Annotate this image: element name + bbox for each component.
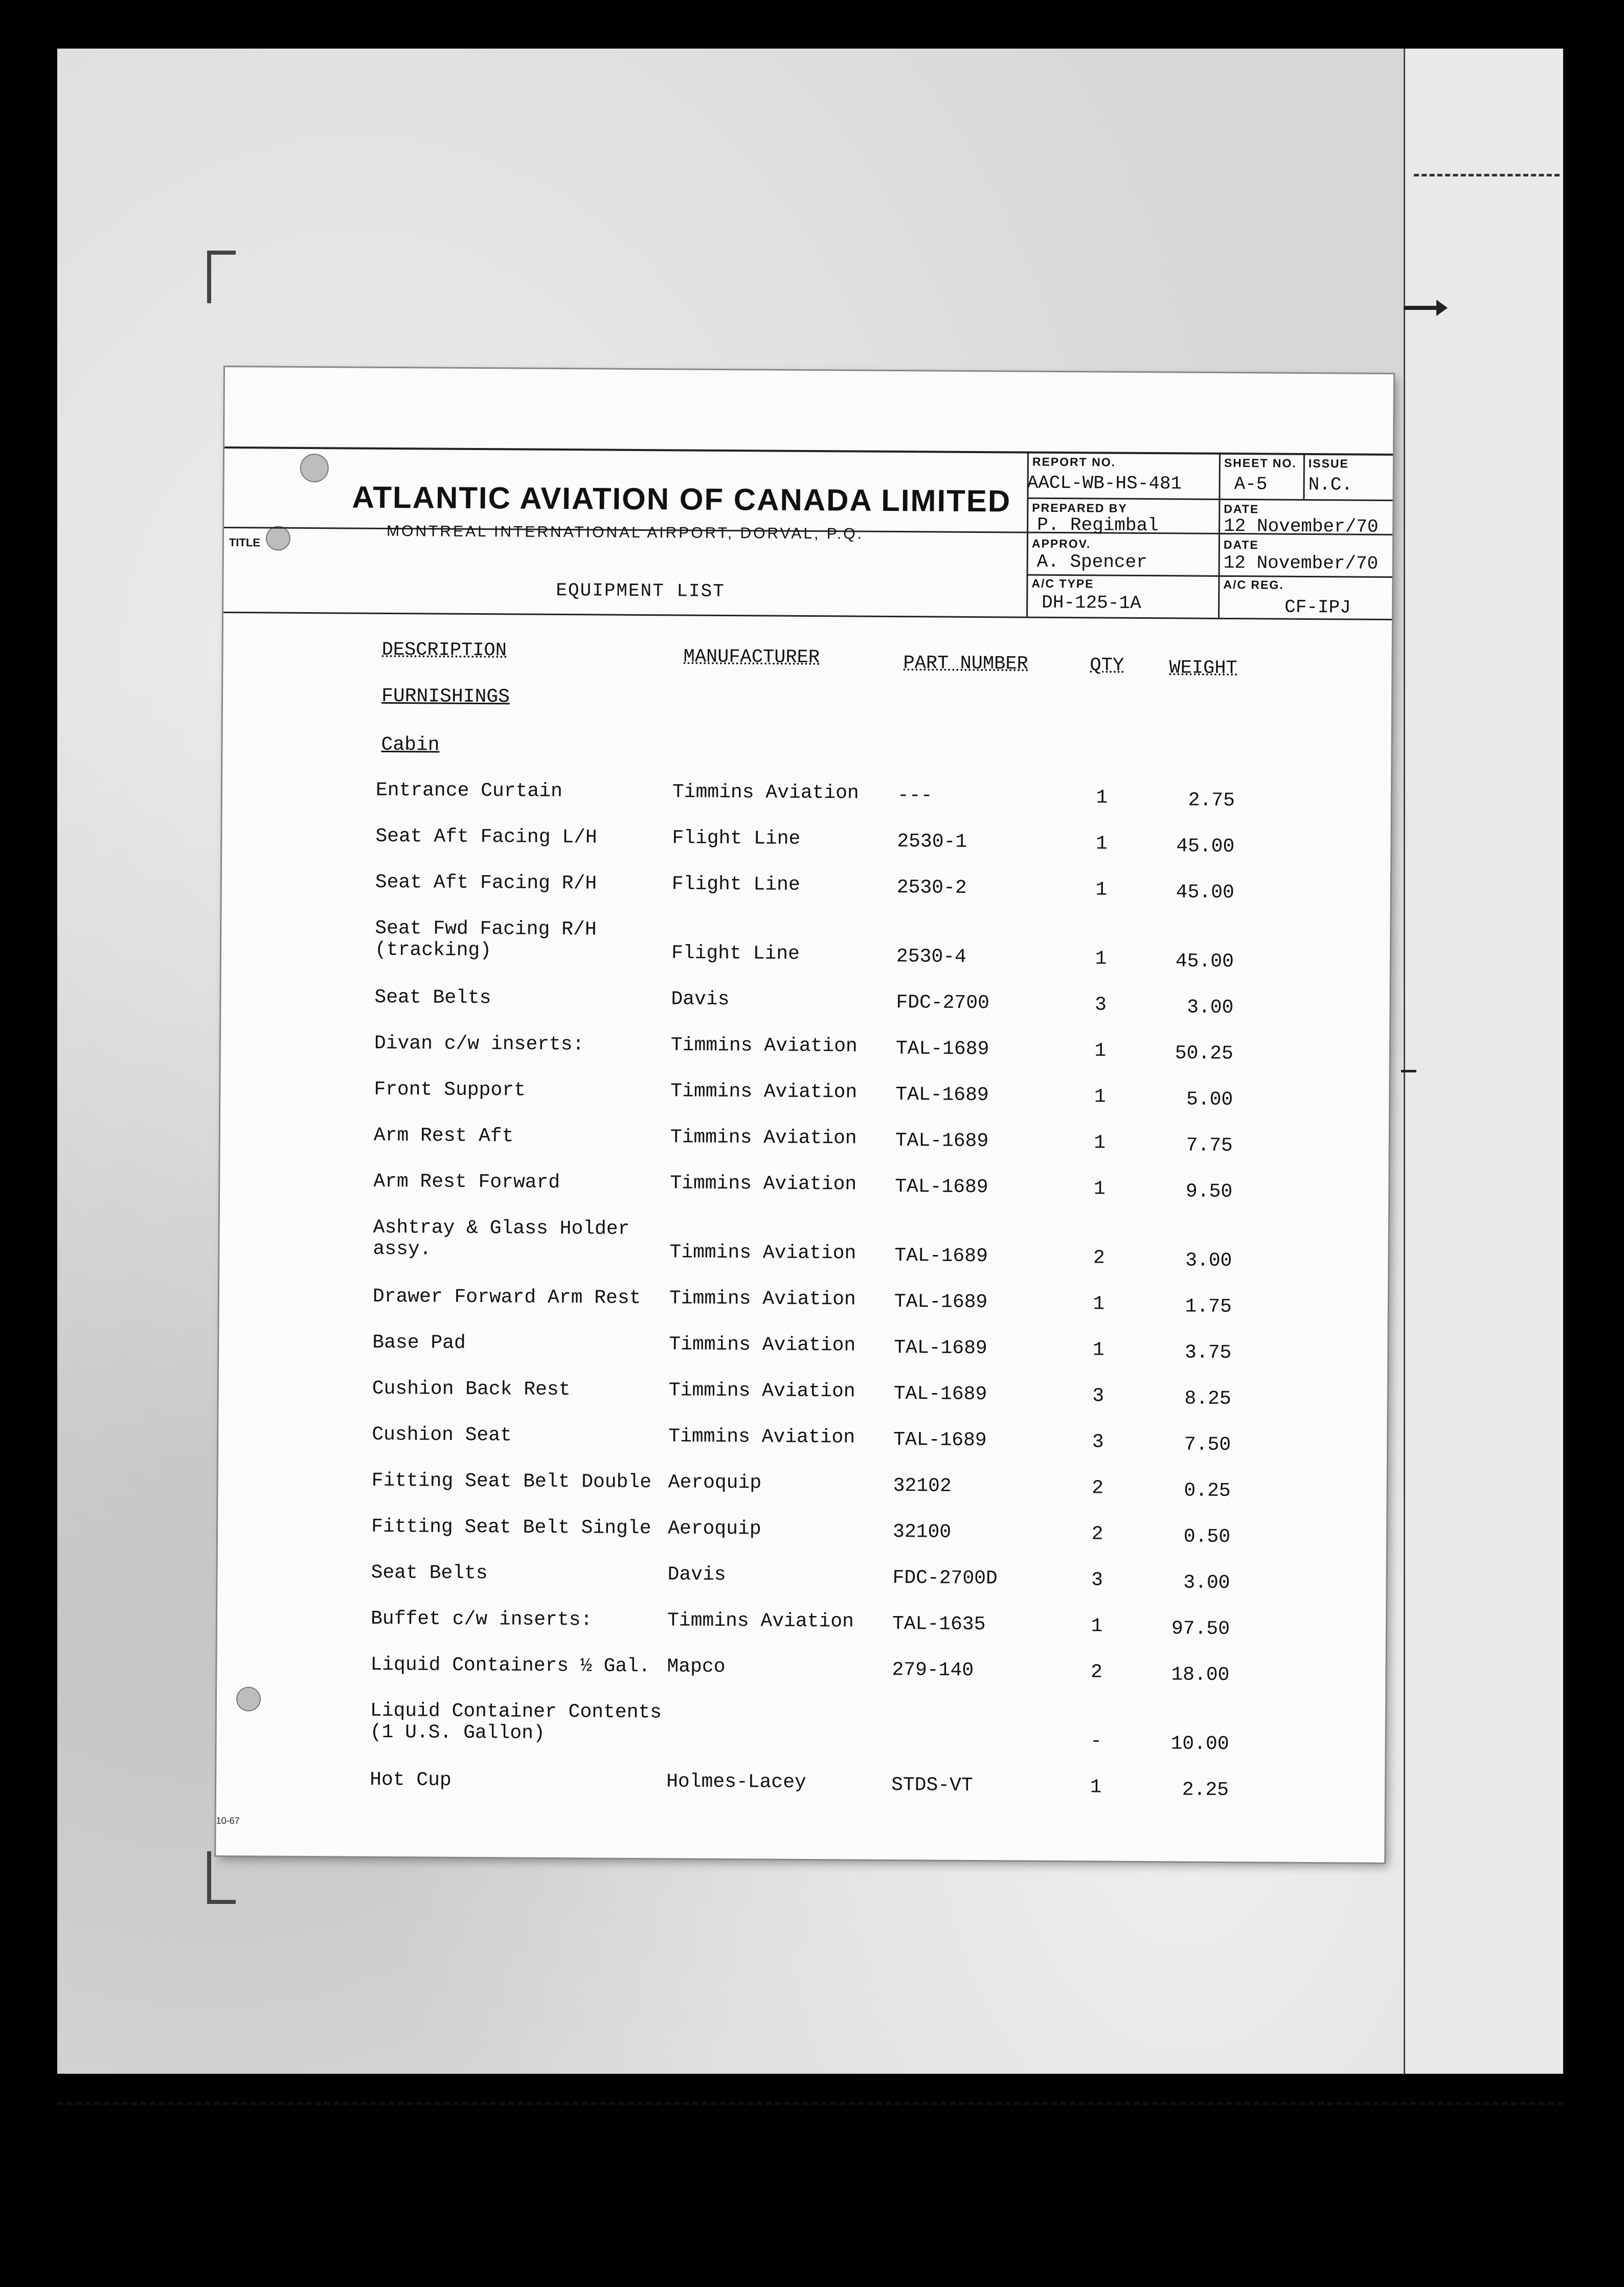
approved-value: A. Spencer [1036,551,1147,573]
item-manufacturer: Flight Line [671,873,800,896]
item-description: Seat Aft Facing L/H [375,825,597,849]
equipment-list-sheet [216,367,1393,1863]
form-code: 10-67 [216,1815,240,1826]
equipment-row [218,1469,1387,1522]
item-manufacturer: Flight Line [671,942,800,965]
company-name: ATLANTIC AVIATION OF CANADA LIMITED [352,480,1011,519]
item-qty: - [1090,1730,1102,1753]
item-manufacturer: Timmins Aviation [670,1126,857,1150]
item-qty: 2 [1092,1477,1104,1499]
date-approved-label: DATE [1223,537,1259,552]
column-description: DESCRIPTION [381,639,507,662]
ac-reg-value: CF-IPJ [1284,596,1351,618]
item-manufacturer: Aeroquip [668,1471,762,1494]
equipment-row [219,1216,1388,1272]
arrow-mark [1404,306,1445,310]
item-weight: 97.50 [1171,1618,1230,1641]
item-manufacturer: Timmins Aviation [672,781,859,804]
subsection-cabin: Cabin [381,733,440,756]
equipment-row [218,1377,1387,1430]
equipment-row [220,1124,1389,1177]
item-qty: 2 [1091,1523,1103,1545]
punch-hole [266,526,290,550]
item-weight: 5.00 [1186,1088,1233,1111]
item-part-number: FDC-2700D [892,1567,998,1590]
item-description: Buffet c/w inserts: [370,1607,593,1631]
equipment-row [216,1768,1385,1822]
equipment-row [221,871,1390,924]
item-description: Arm Rest Forward [373,1170,560,1194]
tick-mark [1401,1070,1416,1072]
item-weight: 10.00 [1170,1733,1229,1756]
item-part-number: TAL-1689 [894,1337,987,1360]
punch-hole [300,454,329,482]
item-part-number: 32100 [892,1521,952,1543]
equipment-row [218,1515,1387,1568]
item-weight: 45.00 [1176,881,1234,904]
item-qty: 1 [1094,1040,1107,1062]
date-prepared-value: 12 November/70 [1224,515,1379,537]
item-weight: 18.00 [1171,1664,1230,1687]
item-qty: 3 [1092,1385,1104,1407]
item-manufacturer: Flight Line [672,827,801,850]
prepared-by-value: P. Regimbal [1037,514,1159,536]
equipment-row [217,1699,1386,1756]
item-description: Seat Belts [374,986,491,1010]
item-qty: 1 [1093,1178,1106,1200]
item-manufacturer: Holmes-Lacey [666,1770,806,1793]
fold-line [1404,49,1405,2074]
item-qty: 1 [1091,1615,1103,1638]
item-qty: 1 [1090,1776,1102,1799]
item-qty: 1 [1095,833,1108,855]
report-no-value: AACL-WB-HS-481 [1027,472,1182,495]
prepared-by-label: PREPARED BY [1032,501,1127,515]
corner-bracket-bottom [207,1851,236,1904]
item-part-number: 2530-2 [896,877,967,899]
item-weight: 1.75 [1185,1295,1232,1318]
item-part-number: TAL-1689 [895,1130,989,1153]
item-description: Seat Belts [371,1561,488,1585]
issue-label: ISSUE [1308,456,1349,470]
item-manufacturer: Timmins Aviation [669,1287,856,1311]
item-manufacturer: Timmins Aviation [669,1333,856,1357]
item-weight: 3.00 [1183,1572,1230,1595]
item-qty: 2 [1090,1661,1102,1684]
item-qty: 1 [1092,1339,1104,1361]
item-qty: 1 [1093,1293,1105,1315]
item-manufacturer: Timmins Aviation [667,1609,854,1633]
section-furnishings: FURNISHINGS [381,685,510,708]
item-weight: 45.00 [1176,835,1235,858]
sheet-no-label: SHEET NO. [1224,456,1297,470]
column-part-number: PART NUMBER [903,653,1028,675]
header-top-rule [224,446,1393,456]
item-weight: 7.75 [1186,1134,1233,1157]
item-part-number: TAL-1689 [895,1176,988,1199]
item-description: Arm Rest Aft [373,1124,514,1148]
item-qty: 1 [1095,879,1108,901]
equipment-row [221,917,1390,973]
date-prepared-label: DATE [1224,502,1259,516]
item-description: Seat Fwd Facing R/H (tracking) [374,917,597,962]
item-description: Divan c/w inserts: [374,1032,584,1056]
equipment-row [217,1607,1386,1661]
item-weight: 8.25 [1184,1387,1231,1410]
backing-sheet-edge [1404,49,1563,2074]
item-part-number: TAL-1689 [895,1084,989,1107]
item-description: Cushion Back Rest [372,1377,571,1401]
ac-type-value: DH-125-1A [1042,592,1141,614]
item-description: Drawer Forward Arm Rest [372,1285,641,1310]
item-part-number: TAL-1635 [892,1613,986,1636]
item-weight: 7.50 [1184,1433,1231,1456]
item-description: Fitting Seat Belt Double [371,1469,652,1494]
item-description: Front Support [374,1078,526,1102]
ac-type-label: A/C TYPE [1031,576,1094,591]
item-part-number: --- [897,784,933,807]
equipment-row [220,1170,1389,1223]
header-box-divider [1218,453,1221,618]
item-weight: 50.25 [1175,1042,1233,1065]
item-weight: 0.25 [1184,1479,1231,1503]
item-part-number: TAL-1689 [893,1383,987,1406]
document-title: EQUIPMENT LIST [556,579,725,602]
company-address: MONTREAL INTERNATIONAL AIRPORT, DORVAL, P.Q. [386,522,864,543]
item-qty: 1 [1095,948,1107,970]
item-weight: 45.00 [1175,950,1234,973]
item-weight: 2.75 [1188,789,1235,812]
item-manufacturer: Aeroquip [668,1517,761,1540]
item-description: Seat Aft Facing R/H [375,871,597,895]
equipment-row [218,1423,1387,1476]
item-weight: 0.50 [1183,1526,1231,1549]
item-qty: 1 [1094,1132,1106,1154]
item-manufacturer: Timmins Aviation [670,1034,858,1058]
film-edge-marks [57,2102,1563,2105]
item-manufacturer: Timmins Aviation [670,1172,857,1196]
equipment-row [219,1331,1388,1384]
item-manufacturer: Davis [667,1563,726,1586]
item-part-number: STDS-VT [891,1774,973,1797]
item-manufacturer: Davis [671,988,730,1011]
item-manufacturer: Timmins Aviation [668,1425,855,1449]
item-description: Hot Cup [370,1768,452,1791]
equipment-row [221,1032,1390,1085]
item-manufacturer: Timmins Aviation [668,1379,855,1403]
equipment-row [221,986,1390,1039]
item-manufacturer: Timmins Aviation [670,1080,858,1104]
item-qty: 3 [1091,1569,1103,1591]
item-qty: 1 [1096,787,1108,809]
item-description: Fitting Seat Belt Single [371,1515,651,1540]
item-part-number: TAL-1689 [894,1245,988,1268]
equipment-row [222,825,1391,878]
column-qty: QTY [1090,655,1124,677]
item-weight: 2.25 [1182,1779,1229,1802]
header-box-rule [1027,498,1392,501]
item-part-number: 279-140 [892,1659,974,1681]
equipment-row [217,1653,1386,1707]
item-qty: 3 [1092,1431,1104,1453]
item-part-number: 32102 [893,1475,952,1497]
item-weight: 3.00 [1185,1249,1232,1272]
ac-reg-label: A/C REG. [1223,577,1284,592]
item-manufacturer: Mapco [667,1655,726,1678]
item-description: Liquid Containers ½ Gal. [370,1653,650,1678]
item-qty: 2 [1093,1247,1105,1269]
item-part-number: TAL-1689 [893,1429,987,1452]
title-tag: TITLE [229,536,261,549]
equipment-row [219,1285,1388,1338]
item-part-number: TAL-1689 [894,1291,988,1314]
date-approved-value: 12 November/70 [1223,552,1379,574]
report-no-label: REPORT NO. [1032,455,1116,469]
equipment-row [222,779,1391,832]
header-bottom-rule [223,612,1392,620]
item-manufacturer: Timmins Aviation [669,1241,856,1265]
item-description: Cushion Seat [372,1423,512,1447]
item-qty: 3 [1094,994,1107,1016]
issue-value: N.C. [1308,474,1353,496]
equipment-row [217,1561,1386,1615]
item-description: Ashtray & Glass Holder assy. [373,1216,630,1261]
corner-bracket-top [207,251,236,303]
dashed-mark [1414,174,1560,176]
item-part-number: TAL-1689 [895,1038,989,1061]
item-description: Base Pad [372,1331,466,1354]
approved-label: APPROV. [1031,536,1091,551]
item-description: Liquid Container Contents (1 U.S. Gallon) [370,1699,662,1744]
item-part-number: 2530-4 [896,946,966,968]
column-weight: WEIGHT [1169,657,1237,680]
item-weight: 3.00 [1187,996,1234,1019]
item-part-number: FDC-2700 [896,992,989,1015]
item-weight: 3.75 [1184,1341,1232,1364]
item-weight: 9.50 [1185,1180,1233,1203]
header-box-divider [1303,453,1305,499]
item-description: Entrance Curtain [375,779,562,803]
item-qty: 1 [1094,1086,1106,1108]
equipment-row [220,1078,1389,1131]
item-part-number: 2530-1 [897,831,967,853]
sheet-no-value: A-5 [1234,474,1268,495]
column-manufacturer: MANUFACTURER [683,646,820,669]
